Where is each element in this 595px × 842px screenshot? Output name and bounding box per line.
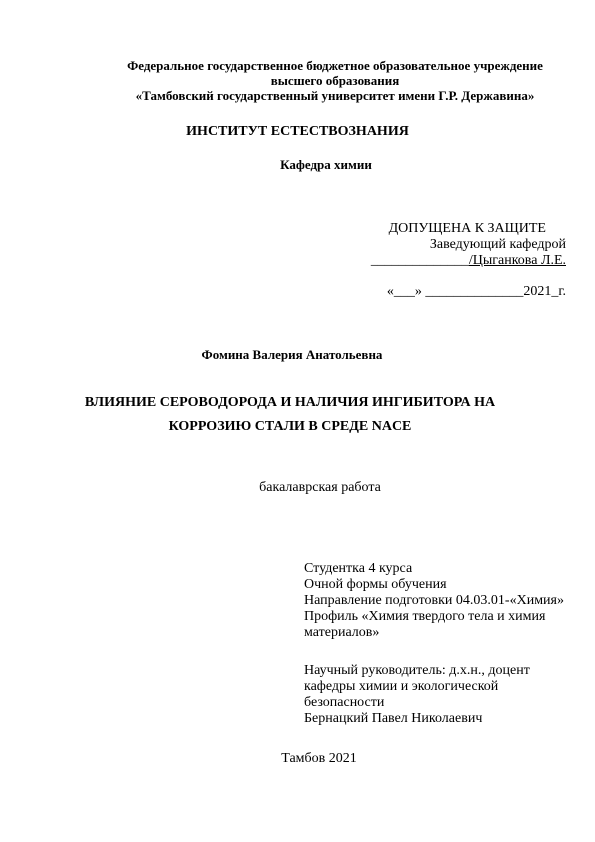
thesis-title-line-1: ВЛИЯНИЕ СЕРОВОДОРОДА И НАЛИЧИЯ ИНГИБИТОРА НА <box>84 395 496 410</box>
city-year: Тамбов 2021 <box>281 751 357 766</box>
thesis-title <box>0 395 580 435</box>
student-info-line-2: Очной формы обучения <box>304 577 447 592</box>
supervisor-line-1: Научный руководитель: д.х.н., доцент <box>304 663 530 678</box>
header-line-2: высшего образования <box>270 73 400 88</box>
department-name: Кафедра химии <box>280 157 372 172</box>
author-name: Фомина Валерия Анатольевна <box>201 347 383 362</box>
supervisor-info <box>304 663 594 727</box>
supervisor-line-3: безопасности <box>304 695 385 710</box>
signature-name: /Цыганкова Л.Е. <box>468 253 566 268</box>
header-line-3: «Тамбовский государственный университет имени Г.Р. Державина» <box>135 88 535 103</box>
header-line-1: Федеральное государственное бюджетное образовательное учреждение <box>127 58 543 73</box>
institute-name: ИНСТИТУТ ЕСТЕСТВОЗНАНИЯ <box>186 124 409 139</box>
signature-blank: ______________ <box>370 253 469 268</box>
approval-signature <box>371 253 566 269</box>
approval-block <box>371 221 566 269</box>
approval-position: Заведующий кафедрой <box>429 237 566 252</box>
supervisor-line-4: Бернацкий Павел Николаевич <box>304 711 483 726</box>
approval-date: «___» ______________2021_г. <box>386 284 566 299</box>
thesis-title-line-2: КОРРОЗИЮ СТАЛИ В СРЕДЕ NACE <box>168 419 412 434</box>
student-info-line-1: Студентка 4 курса <box>304 561 413 576</box>
student-info-line-3: Направление подготовки 04.03.01-«Химия» <box>304 593 564 608</box>
student-info-line-5: материалов» <box>304 625 380 640</box>
student-info <box>304 561 594 641</box>
work-type: бакалаврская работа <box>259 480 381 495</box>
supervisor-line-2: кафедры химии и экологической <box>304 679 499 694</box>
university-header <box>0 58 595 103</box>
approval-title: ДОПУЩЕНА К ЗАЩИТЕ <box>388 221 546 236</box>
student-info-line-4: Профиль «Химия твердого тела и химия <box>304 609 546 624</box>
